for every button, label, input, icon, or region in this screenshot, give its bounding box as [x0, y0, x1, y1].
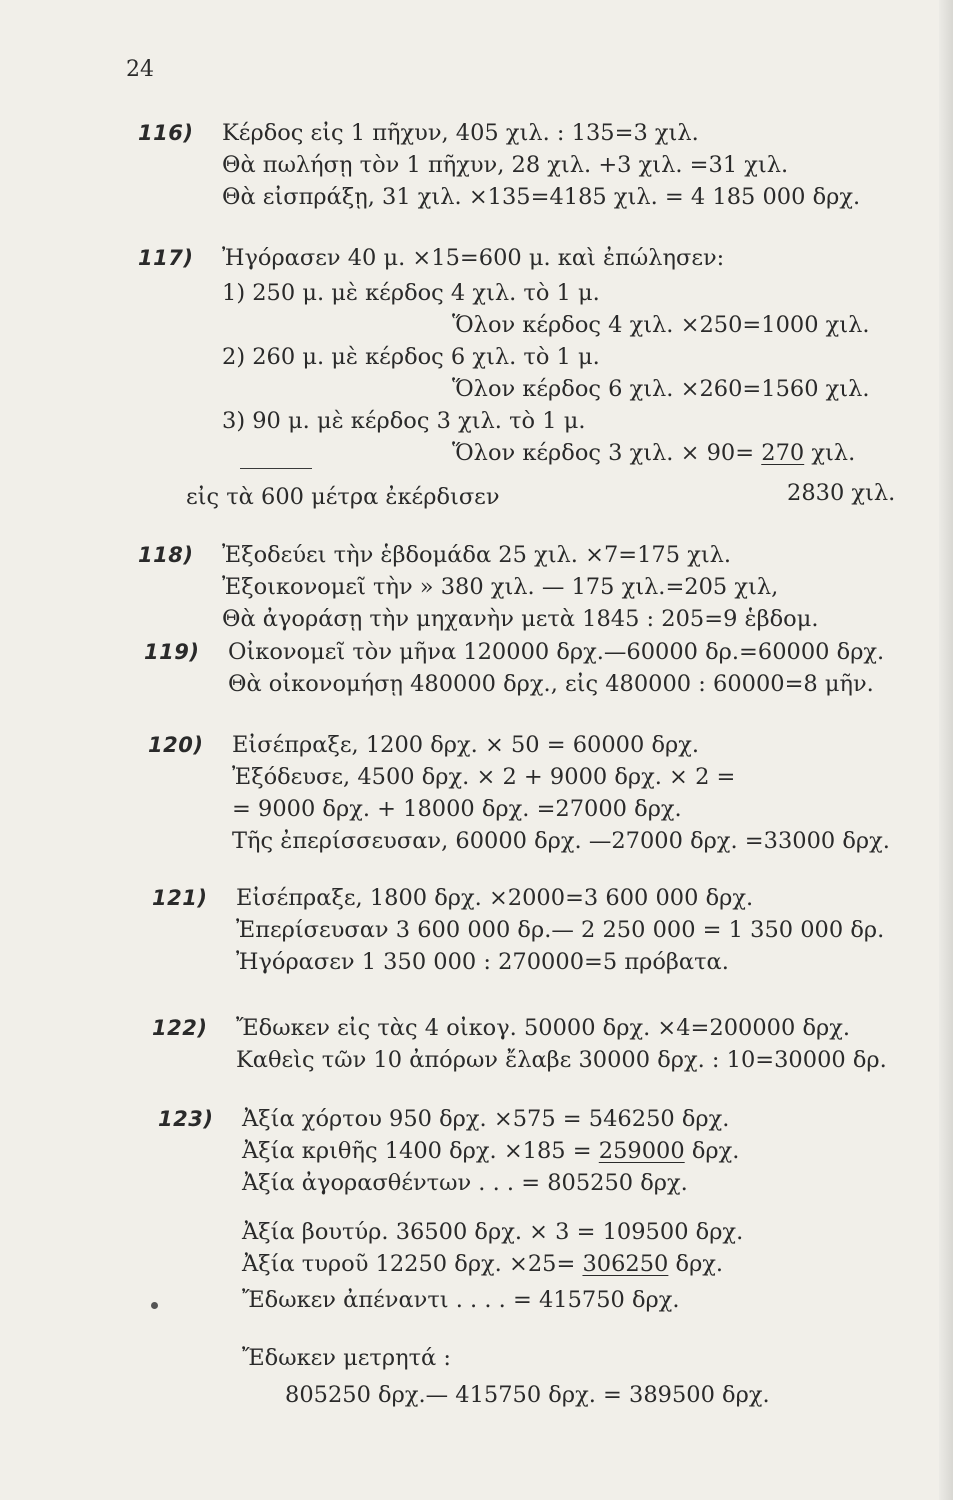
text-line: Ἀξία ἀγορασθέντων . . . = 805250 δρχ.	[242, 1170, 688, 1196]
text-segment: Ἀξία κριθῆς 1400 δρχ. ×185 =	[242, 1138, 599, 1164]
problem-number: 120)	[148, 733, 204, 757]
problem-number: 117)	[138, 246, 194, 270]
text-line: Ἐπερίσευσαν 3 600 000 δρ.— 2 250 000 = 1 350 000 δρ.	[236, 917, 885, 943]
text-line: Ἀξία χόρτου 950 δρχ. ×575 = 546250 δρχ.	[242, 1106, 730, 1132]
problem-number: 123)	[158, 1107, 214, 1131]
problem-number: 116)	[138, 121, 194, 145]
text-line: Ὅλον κέρδος 6 χιλ. ×260=1560 χιλ.	[452, 376, 870, 402]
total-line: 2830 χιλ.	[787, 480, 896, 506]
text-line: Θὰ εἰσπράξῃ, 31 χιλ. ×135=4185 χιλ. = 4 185 000 δρχ.	[222, 184, 861, 210]
text-line	[242, 1249, 723, 1279]
problem-number: 119)	[144, 640, 200, 664]
text-line: Ἔδωκεν ἀπέναντι . . . . = 415750 δρχ.	[242, 1287, 680, 1313]
text-line: Ἐξόδευσε, 4500 δρχ. × 2 + 9000 δρχ. × 2 =	[232, 764, 736, 790]
text-segment: Ὅλον κέρδος 3 χιλ. × 90=	[452, 440, 762, 466]
text-line	[242, 1136, 739, 1166]
print-speck	[151, 1302, 158, 1309]
problem-number: 118)	[138, 543, 194, 567]
underlined-value: 259000	[598, 1138, 685, 1164]
text-line: Ἐξοδεύει τὴν ἑβδομάδα 25 χιλ. ×7=175 χιλ.	[222, 542, 732, 568]
text-line: Ἔδωκεν εἰς τὰς 4 οἰκογ. 50000 δρχ. ×4=200000 δρχ.	[236, 1015, 851, 1041]
text-line	[452, 438, 855, 468]
text-line: εἰς τὰ 600 μέτρα ἐκέρδισεν	[186, 484, 500, 510]
text-line: 3) 90 μ. μὲ κέρδος 3 χιλ. τὸ 1 μ.	[222, 408, 586, 434]
page-number: 24	[126, 57, 154, 82]
text-line: Εἰσέπραξε, 1200 δρχ. × 50 = 60000 δρχ.	[232, 732, 700, 758]
text-segment: Ἀξία τυροῦ 12250 δρχ. ×25=	[242, 1251, 583, 1277]
text-segment: δρχ.	[668, 1251, 724, 1277]
text-line: = 9000 δρχ. + 18000 δρχ. =27000 δρχ.	[232, 796, 682, 822]
text-line: Ὅλον κέρδος 4 χιλ. ×250=1000 χιλ.	[452, 312, 870, 338]
text-line: 2) 260 μ. μὲ κέρδος 6 χιλ. τὸ 1 μ.	[222, 344, 600, 370]
text-line: Οἰκονομεῖ τὸν μῆνα 120000 δρχ.—60000 δρ.=60000 δρχ.	[228, 639, 885, 665]
text-line: Ἠγόρασεν 40 μ. ×15=600 μ. καὶ ἐπώλησεν:	[222, 245, 725, 271]
text-line: Θὰ πωλήσῃ τὸν 1 πῆχυν, 28 χιλ. +3 χιλ. =31 χιλ.	[222, 152, 789, 178]
divider-rule	[240, 468, 312, 469]
page-edge	[939, 0, 953, 1500]
text-line: Εἰσέπραξε, 1800 δρχ. ×2000=3 600 000 δρχ.	[236, 885, 754, 911]
text-line: 1) 250 μ. μὲ κέρδος 4 χιλ. τὸ 1 μ.	[222, 280, 600, 306]
underlined-value: 270	[761, 440, 805, 466]
text-line: Θὰ οἰκονομήσῃ 480000 δρχ., εἰς 480000 : 60000=8 μῆν.	[228, 671, 874, 697]
text-line: 805250 δρχ.— 415750 δρχ. = 389500 δρχ.	[285, 1382, 770, 1408]
text-line: Ἐξοικονομεῖ τὴν » 380 χιλ. — 175 χιλ.=205 χιλ,	[222, 574, 779, 600]
problem-number: 121)	[152, 886, 208, 910]
text-segment: χιλ.	[804, 440, 856, 466]
underlined-value: 306250	[582, 1251, 669, 1277]
text-line: Θὰ ἀγοράσῃ τὴν μηχανὴν μετὰ 1845 : 205=9 ἑβδομ.	[222, 606, 819, 632]
text-line: Ἀξία βουτύρ. 36500 δρχ. × 3 = 109500 δρχ.	[242, 1219, 744, 1245]
text-line: Τῆς ἐπερίσσευσαν, 60000 δρχ. —27000 δρχ. =33000 δρχ.	[232, 828, 890, 854]
text-line: Ἠγόρασεν 1 350 000 : 270000=5 πρόβατα.	[236, 949, 729, 975]
text-line: Ἔδωκεν μετρητά :	[242, 1345, 451, 1371]
text-segment: δρχ.	[684, 1138, 740, 1164]
text-line: Κέρδος εἰς 1 πῆχυν, 405 χιλ. : 135=3 χιλ.	[222, 120, 699, 146]
text-line: Καθεὶς τῶν 10 ἀπόρων ἔλαβε 30000 δρχ. : 10=30000 δρ.	[236, 1047, 887, 1073]
problem-number: 122)	[152, 1016, 208, 1040]
